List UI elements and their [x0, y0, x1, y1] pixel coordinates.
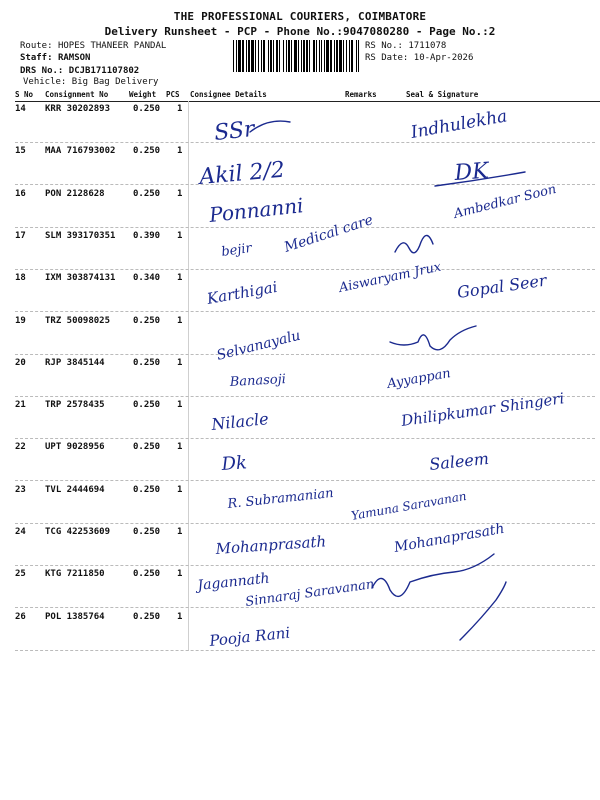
row-pcs: 1	[177, 188, 183, 199]
row-pcs: 1	[177, 230, 183, 241]
barcode-bar	[251, 40, 254, 72]
row-weight: 0.250	[133, 400, 161, 411]
barcode-bar	[258, 40, 259, 72]
rs-date-label: RS Date:	[365, 53, 409, 63]
barcode-bar	[351, 40, 353, 72]
table-row	[15, 101, 595, 143]
barcode-bar	[270, 40, 272, 72]
r23-seal-signature: Yamuna Saravanan	[350, 488, 468, 523]
route-value: HOPES THANEER PANDAL	[57, 41, 167, 51]
table-row	[15, 313, 595, 355]
table-row	[15, 439, 595, 481]
col-sno: S No	[15, 90, 34, 99]
vehicle-label: Vehicle:	[23, 77, 67, 87]
barcode-bar	[334, 40, 335, 72]
row-consignment-no: SLM 393170351	[45, 230, 116, 241]
barcode-bar	[248, 40, 250, 72]
row-consignment-no: TVL 2444694	[45, 484, 105, 495]
barcode-bar	[319, 40, 320, 72]
row-consignment-no: MAA 716793002	[45, 146, 116, 157]
barcode-bar	[273, 40, 274, 72]
row-sno: 15	[15, 146, 26, 157]
r23-consignee-signature: R. Subramanian	[226, 485, 335, 512]
row-weight: 0.250	[133, 315, 161, 326]
barcode-bar	[309, 40, 310, 72]
table-header	[15, 90, 600, 101]
drs-value: DCJB171107802	[68, 66, 140, 76]
row-pcs: 1	[177, 400, 183, 411]
row-consignment-no: TRZ 50098025	[45, 315, 111, 326]
col-weight: Weight	[129, 90, 157, 99]
barcode-bar	[356, 40, 357, 72]
r19-consignee-signature: Selvanayalu	[215, 327, 303, 364]
row-weight: 0.340	[133, 273, 161, 284]
barcode-bar	[306, 40, 308, 72]
r26-consignee-signature: Pooja Rani	[208, 623, 291, 650]
barcode-bar	[330, 40, 332, 72]
row-pcs: 1	[177, 104, 183, 114]
col-seal: Seal & Signature	[406, 90, 479, 99]
barcode-bar	[339, 40, 342, 72]
r18-consignee-signature: Karthigai	[205, 277, 279, 308]
barcode-bar	[321, 40, 322, 72]
row-weight: 0.250	[133, 569, 161, 580]
row-weight: 0.390	[133, 230, 161, 241]
r15-seal-signature: DK	[453, 158, 490, 186]
barcode-bar	[343, 40, 344, 72]
barcode-bar	[238, 40, 241, 72]
row-consignment-no: RJP 3845144	[45, 357, 105, 368]
barcode-bar	[233, 40, 234, 72]
table-row	[15, 228, 595, 270]
r22-seal-signature: Saleem	[428, 448, 490, 474]
row-weight: 0.250	[133, 527, 161, 537]
row-consignment-no: UPT 9028956	[45, 442, 105, 453]
barcode-bar	[255, 40, 256, 72]
staff-value: RAMSON	[57, 53, 91, 63]
rs-no-value: 1711078	[408, 41, 447, 51]
barcode-bar	[261, 40, 262, 72]
row-pcs: 1	[177, 442, 183, 453]
barcode-bar	[263, 40, 265, 72]
table-row	[15, 270, 595, 312]
barcode-bar	[268, 40, 269, 72]
barcode-bar	[246, 40, 247, 72]
row-weight: 0.250	[133, 146, 161, 157]
staff-line	[20, 52, 90, 64]
rs-no-label: RS No.:	[365, 41, 403, 51]
barcode-bar	[276, 40, 278, 72]
barcode-bar	[298, 40, 299, 72]
row-pcs: 1	[177, 527, 183, 537]
drs-label: DRS No.:	[20, 66, 64, 76]
row-pcs: 1	[177, 146, 183, 157]
row-consignment-no: PON 2128628	[45, 188, 105, 199]
barcode-bar	[326, 40, 329, 72]
row-weight: 0.250	[133, 188, 161, 199]
barcode-bar	[358, 40, 359, 72]
row-consignment-no: KRR 30202893	[45, 104, 111, 114]
row-divider	[15, 650, 595, 651]
row-sno: 19	[15, 315, 26, 326]
row-consignment-no: TRP 2578435	[45, 400, 105, 411]
col-remarks: Remarks	[345, 90, 377, 99]
r17-remark: Medical care	[282, 212, 376, 256]
row-weight: 0.250	[133, 484, 161, 495]
route-line	[20, 40, 166, 52]
table-row	[15, 186, 595, 228]
row-weight: 0.250	[133, 357, 161, 368]
vehicle-line	[23, 76, 158, 88]
barcode-bar	[301, 40, 302, 72]
row-weight: 0.250	[133, 104, 161, 114]
barcode-bar	[313, 40, 315, 72]
row-pcs: 1	[177, 357, 183, 368]
r21-seal-signature: Dhilipkumar Shingeri	[400, 389, 566, 430]
table-row	[15, 524, 595, 566]
barcode-bar	[279, 40, 280, 72]
col-consignment: Consignment No	[45, 90, 109, 99]
row-consignment-no: TCG 42253609	[45, 527, 111, 537]
table-row	[15, 609, 595, 651]
row-pcs: 1	[177, 315, 183, 326]
barcode-bar	[324, 40, 325, 72]
row-consignment-no: POL 1385764	[45, 611, 105, 622]
barcode-bar	[303, 40, 305, 72]
r25-consignee-signature: Jagannath	[196, 570, 271, 594]
r16-seal-signature: Ambedkar Soon	[452, 181, 558, 222]
row-pcs: 1	[177, 611, 183, 622]
row-sno: 16	[15, 188, 26, 199]
r18-seal-signature: Gopal Seer	[455, 270, 548, 302]
rs-date-value: 10-Apr-2026	[413, 53, 474, 63]
row-pcs: 1	[177, 569, 183, 580]
barcode-bar	[236, 40, 237, 72]
row-sno: 17	[15, 230, 26, 241]
barcode-bar	[336, 40, 338, 72]
table-row	[15, 482, 595, 524]
table-row	[15, 397, 595, 439]
table-row	[15, 566, 595, 608]
r17-consignee-signature: bejir	[220, 240, 253, 260]
r16-consignee-signature: Ponnanni	[208, 193, 305, 227]
r20-seal-signature: Ayyappan	[386, 366, 452, 392]
row-sno: 23	[15, 484, 26, 495]
table-row	[15, 143, 595, 185]
col-consignee: Consignee Details	[190, 90, 267, 99]
rs-date-line	[365, 52, 473, 64]
barcode-bar	[242, 40, 244, 72]
row-pcs: 1	[177, 484, 183, 495]
row-sno: 24	[15, 527, 26, 537]
row-sno: 26	[15, 611, 26, 622]
vehicle-value: Big Bag Delivery	[71, 77, 159, 87]
r21-consignee-signature: Nilacle	[210, 409, 270, 434]
barcode-bar	[283, 40, 284, 72]
row-weight: 0.250	[133, 611, 161, 622]
barcode-bar	[291, 40, 292, 72]
r25-remark: Sinnaraj Saravanan	[244, 577, 376, 610]
r24-consignee-signature: Mohanprasath	[215, 532, 327, 558]
barcode-bar	[349, 40, 350, 72]
row-sno: 22	[15, 442, 26, 453]
table-row	[15, 355, 595, 397]
barcode-bar	[288, 40, 290, 72]
row-consignment-no: KTG 7211850	[45, 569, 105, 580]
r18-remark: Aiswaryam Jrux	[337, 259, 443, 296]
r20-consignee-signature: Banasoji	[229, 372, 287, 390]
r14-consignee-signature: SSr	[213, 116, 256, 146]
r15-consignee-signature: Akil 2/2	[198, 157, 286, 190]
row-sno: 21	[15, 400, 26, 411]
row-pcs: 1	[177, 273, 183, 284]
staff-label: Staff:	[20, 53, 53, 63]
rs-no-line	[365, 40, 446, 52]
barcode-bar	[294, 40, 297, 72]
row-weight: 0.250	[133, 442, 161, 453]
row-sno: 25	[15, 569, 26, 580]
barcode-bar	[346, 40, 347, 72]
r22-consignee-signature: Dk	[220, 452, 248, 475]
barcode-bar	[286, 40, 287, 72]
r24-seal-signature: Mohanaprasath	[392, 520, 506, 556]
route-label: Route:	[20, 41, 53, 51]
barcode	[233, 40, 359, 72]
row-sno: 18	[15, 273, 26, 284]
runsheet-subtitle: Delivery Runsheet - PCP - Phone No.:9047080280 - Page No.:2	[104, 25, 496, 38]
row-consignment-no: IXM 303874131	[45, 273, 116, 284]
row-sno: 20	[15, 357, 26, 368]
company-name: THE PROFESSIONAL COURIERS, COIMBATORE	[173, 10, 427, 23]
barcode-bar	[316, 40, 317, 72]
col-pcs: PCS	[166, 90, 180, 99]
row-sno: 14	[15, 104, 26, 114]
r14-seal-signature: Indhulekha	[409, 106, 509, 143]
